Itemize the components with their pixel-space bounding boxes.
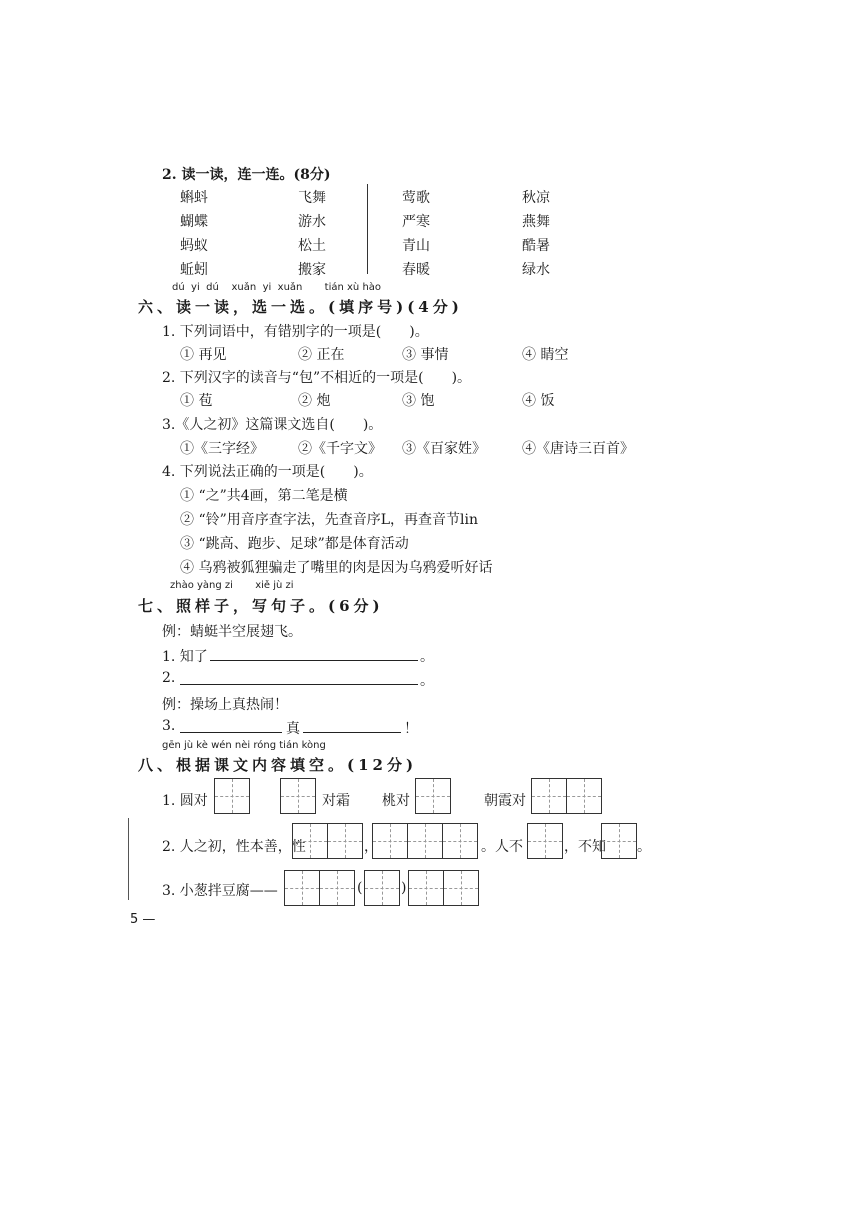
word: 严寒 (402, 214, 430, 230)
option[interactable]: ② 正在 (298, 347, 345, 363)
sec8-q1-mid3: 朝霞对 (484, 793, 526, 809)
paren-close: ) (401, 880, 407, 896)
sec8-pinyin: gēn jù kè wén nèi róng tián kòng (162, 740, 326, 751)
sec7-example-2: 例：操场上真热闹！ (162, 697, 288, 713)
page-number: 5 — (130, 912, 156, 927)
writing-grid[interactable] (601, 823, 637, 859)
sec7-line3-end: ！ (404, 721, 418, 737)
option[interactable]: ① 苞 (180, 393, 213, 409)
q2-col1 (180, 186, 208, 282)
writing-grid[interactable] (364, 870, 400, 906)
q2-title: 2. 读一读，连一连。(8分) (162, 167, 331, 183)
option[interactable]: ③ 事情 (402, 347, 449, 363)
sec6-q1-stem: 1. 下列词语中，有错别字的一项是( )。 (162, 324, 429, 340)
option[interactable]: ④ 饭 (522, 393, 555, 409)
end-mark: 。 (420, 673, 434, 689)
writing-grid[interactable] (214, 778, 250, 814)
answer-line[interactable] (180, 732, 282, 733)
answer-line[interactable] (303, 732, 401, 733)
word: 春暖 (402, 262, 430, 278)
answer-line[interactable] (180, 684, 418, 685)
option[interactable]: ① 再见 (180, 347, 227, 363)
option[interactable]: ④ 睛空 (522, 347, 569, 363)
option[interactable]: ③《百家姓》 (402, 441, 486, 457)
sec6-title: 六、读一读，选一选。(填序号)(4分) (138, 298, 463, 316)
writing-grid[interactable] (280, 778, 316, 814)
option[interactable]: ② 炮 (298, 393, 331, 409)
option[interactable]: ②《千字文》 (298, 441, 382, 457)
writing-grid[interactable] (415, 778, 451, 814)
writing-grid[interactable] (292, 823, 363, 859)
word: 蚂蚁 (180, 238, 208, 254)
word: 莺歌 (402, 190, 430, 206)
end-mark: 。 (420, 649, 434, 665)
column-divider (367, 184, 368, 274)
writing-grid[interactable] (372, 823, 478, 859)
word: 蝌蚪 (180, 190, 208, 206)
sec8-q2-mid2: ，不知 (564, 839, 606, 855)
sec7-pinyin: zhào yàng zi xiě jù zi (170, 580, 294, 591)
q2-col3 (402, 186, 430, 282)
sec7-title: 七、照样子，写句子。(6分) (138, 597, 384, 615)
sec8-q1-prefix: 1. 圆对 (162, 793, 208, 809)
sec8-q2-prefix: 2. 人之初，性本善，性 (162, 839, 306, 855)
writing-grid[interactable] (284, 870, 355, 906)
word: 燕舞 (522, 214, 550, 230)
sec8-q2-mid: 。人不 (481, 839, 523, 855)
margin-line (128, 818, 129, 900)
paren-open: ( (357, 880, 363, 896)
option[interactable]: ③ 饱 (402, 393, 435, 409)
sec7-line3-mid: 真 (286, 721, 300, 737)
word: 搬家 (298, 262, 326, 278)
word: 青山 (402, 238, 430, 254)
writing-grid[interactable] (527, 823, 563, 859)
writing-grid[interactable] (531, 778, 602, 814)
option[interactable]: ③ “跳高、跑步、足球”都是体育活动 (180, 536, 409, 552)
sec8-q3-prefix: 3. 小葱拌豆腐—— (162, 883, 278, 899)
sec6-q2-stem: 2. 下列汉字的读音与“包”不相近的一项是( )。 (162, 370, 472, 386)
sec6-q3-stem: 3.《人之初》这篇课文选自( )。 (162, 417, 383, 433)
q2-col4 (522, 186, 550, 282)
word: 游水 (298, 214, 326, 230)
sec7-line1-prefix: 1. 知了 (162, 649, 208, 665)
sec6-q4-stem: 4. 下列说法正确的一项是( )。 (162, 464, 373, 480)
word: 蝴蝶 (180, 214, 208, 230)
sec8-q2-end: 。 (637, 839, 651, 855)
word: 飞舞 (298, 190, 326, 206)
sec8-q1-mid2: 桃对 (382, 793, 410, 809)
option[interactable]: ① “之”共4画，第二笔是横 (180, 488, 348, 504)
sec7-line3-prefix: 3. (162, 718, 176, 734)
word: 蚯蚓 (180, 262, 208, 278)
option[interactable]: ④ 乌鸦被狐狸骗走了嘴里的肉是因为乌鸦爱听好话 (180, 560, 493, 576)
sec8-title: 八、根据课文内容填空。(12分) (138, 756, 418, 774)
word: 酷暑 (522, 238, 550, 254)
sec8-q1-mid1: 对霜 (322, 793, 350, 809)
option[interactable]: ② “铃”用音序查字法，先查音序L，再查音节lin (180, 512, 479, 528)
word: 绿水 (522, 262, 550, 278)
sec6-pinyin: dú yi dú xuǎn yi xuǎn tián xù hào (172, 282, 382, 293)
answer-line[interactable] (210, 660, 418, 661)
word: 秋凉 (522, 190, 550, 206)
word: 松土 (298, 238, 326, 254)
option[interactable]: ①《三字经》 (180, 441, 264, 457)
writing-grid[interactable] (408, 870, 479, 906)
sec7-line2-prefix: 2. (162, 670, 176, 686)
option[interactable]: ④《唐诗三百首》 (522, 441, 634, 457)
q2-col2 (298, 186, 326, 282)
comma: ， (364, 839, 378, 855)
sec7-example-1: 例：蜻蜓半空展翅飞。 (162, 624, 302, 640)
